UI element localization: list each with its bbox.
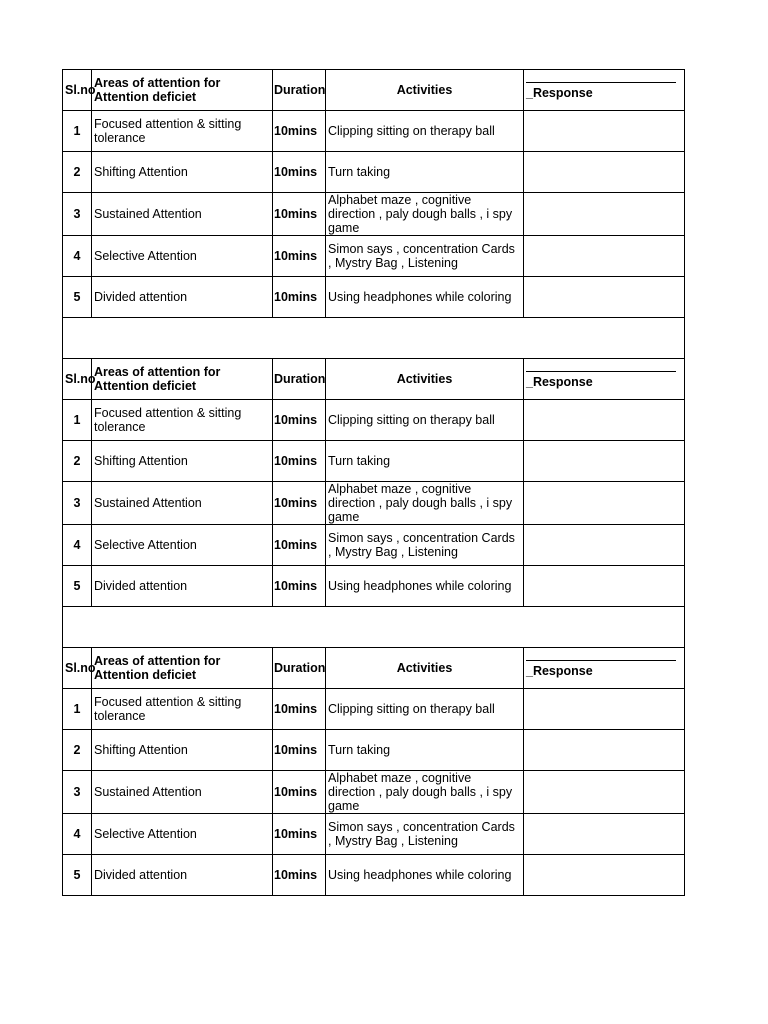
response-cell[interactable] — [524, 400, 685, 441]
row-number: 5 — [63, 855, 92, 896]
duration-value: 10mins — [273, 730, 326, 771]
header-activities: Activities — [326, 359, 524, 400]
response-blank-line — [526, 660, 676, 661]
table-row — [63, 566, 685, 607]
table-row — [63, 400, 685, 441]
table-row — [63, 152, 685, 193]
attention-area: Focused attention & sitting tolerance — [92, 111, 273, 152]
duration-value: 10mins — [273, 441, 326, 482]
table-row — [63, 236, 685, 277]
header-slno: Sl.no — [63, 359, 92, 400]
activity-text: Using headphones while coloring — [326, 855, 524, 896]
header-areas: Areas of attention for Attention deficiet — [92, 70, 273, 111]
response-label: _Response — [526, 375, 593, 389]
header-activities: Activities — [326, 648, 524, 689]
duration-value: 10mins — [273, 771, 326, 814]
header-areas: Areas of attention for Attention deficiet — [92, 359, 273, 400]
response-label: _Response — [526, 86, 593, 100]
attention-worksheet — [62, 69, 685, 896]
row-number: 3 — [63, 482, 92, 525]
response-cell[interactable] — [524, 689, 685, 730]
duration-value: 10mins — [273, 152, 326, 193]
header-duration: Duration — [273, 70, 326, 111]
response-label: _Response — [526, 664, 593, 678]
spacer-cell — [63, 318, 685, 359]
header-slno: Sl.no — [63, 648, 92, 689]
response-blank-line — [526, 82, 676, 83]
response-cell[interactable] — [524, 771, 685, 814]
table-row — [63, 689, 685, 730]
table-row — [63, 193, 685, 236]
attention-area: Selective Attention — [92, 814, 273, 855]
response-cell[interactable] — [524, 814, 685, 855]
response-cell[interactable] — [524, 277, 685, 318]
response-cell[interactable] — [524, 855, 685, 896]
header-areas: Areas of attention for Attention deficiet — [92, 648, 273, 689]
table-row — [63, 855, 685, 896]
activity-text: Using headphones while coloring — [326, 566, 524, 607]
activity-text: Simon says , concentration Cards , Mystry Bag , Listening — [326, 525, 524, 566]
activity-text: Turn taking — [326, 441, 524, 482]
response-cell[interactable] — [524, 111, 685, 152]
activity-text: Clipping sitting on therapy ball — [326, 400, 524, 441]
header-row — [63, 648, 685, 689]
activity-text: Alphabet maze , cognitive direction , paly dough balls , i spy game — [326, 193, 524, 236]
header-slno: Sl.no — [63, 70, 92, 111]
table-row — [63, 441, 685, 482]
attention-area: Divided attention — [92, 566, 273, 607]
header-response — [524, 70, 685, 111]
attention-area: Focused attention & sitting tolerance — [92, 689, 273, 730]
attention-area: Selective Attention — [92, 236, 273, 277]
duration-value: 10mins — [273, 111, 326, 152]
header-duration: Duration — [273, 648, 326, 689]
row-number: 1 — [63, 689, 92, 730]
duration-value: 10mins — [273, 193, 326, 236]
header-row — [63, 70, 685, 111]
attention-area: Sustained Attention — [92, 482, 273, 525]
row-number: 5 — [63, 277, 92, 318]
spacer-row — [63, 607, 685, 648]
row-number: 5 — [63, 566, 92, 607]
activity-text: Turn taking — [326, 730, 524, 771]
attention-area: Sustained Attention — [92, 193, 273, 236]
duration-value: 10mins — [273, 855, 326, 896]
activity-text: Alphabet maze , cognitive direction , paly dough balls , i spy game — [326, 482, 524, 525]
worksheet-table — [62, 69, 685, 896]
row-number: 4 — [63, 236, 92, 277]
table-row — [63, 730, 685, 771]
spacer-row — [63, 318, 685, 359]
response-cell[interactable] — [524, 730, 685, 771]
response-blank-line — [526, 371, 676, 372]
header-response — [524, 359, 685, 400]
duration-value: 10mins — [273, 236, 326, 277]
duration-value: 10mins — [273, 814, 326, 855]
row-number: 3 — [63, 193, 92, 236]
response-cell[interactable] — [524, 525, 685, 566]
header-activities: Activities — [326, 70, 524, 111]
attention-area: Shifting Attention — [92, 152, 273, 193]
table-row — [63, 525, 685, 566]
spacer-cell — [63, 607, 685, 648]
row-number: 1 — [63, 400, 92, 441]
activity-text: Simon says , concentration Cards , Mystry Bag , Listening — [326, 814, 524, 855]
row-number: 4 — [63, 525, 92, 566]
row-number: 3 — [63, 771, 92, 814]
header-duration: Duration — [273, 359, 326, 400]
activity-text: Clipping sitting on therapy ball — [326, 111, 524, 152]
attention-area: Sustained Attention — [92, 771, 273, 814]
row-number: 4 — [63, 814, 92, 855]
attention-area: Divided attention — [92, 277, 273, 318]
duration-value: 10mins — [273, 277, 326, 318]
duration-value: 10mins — [273, 400, 326, 441]
row-number: 2 — [63, 441, 92, 482]
table-row — [63, 814, 685, 855]
table-row — [63, 111, 685, 152]
activity-text: Alphabet maze , cognitive direction , paly dough balls , i spy game — [326, 771, 524, 814]
activity-text: Turn taking — [326, 152, 524, 193]
activity-text: Clipping sitting on therapy ball — [326, 689, 524, 730]
attention-area: Divided attention — [92, 855, 273, 896]
response-cell[interactable] — [524, 152, 685, 193]
table-row — [63, 482, 685, 525]
response-cell[interactable] — [524, 441, 685, 482]
table-row — [63, 277, 685, 318]
row-number: 2 — [63, 152, 92, 193]
header-response — [524, 648, 685, 689]
duration-value: 10mins — [273, 482, 326, 525]
duration-value: 10mins — [273, 689, 326, 730]
attention-area: Focused attention & sitting tolerance — [92, 400, 273, 441]
table-row — [63, 771, 685, 814]
activity-text: Using headphones while coloring — [326, 277, 524, 318]
row-number: 2 — [63, 730, 92, 771]
activity-text: Simon says , concentration Cards , Mystry Bag , Listening — [326, 236, 524, 277]
response-cell[interactable] — [524, 193, 685, 236]
duration-value: 10mins — [273, 566, 326, 607]
duration-value: 10mins — [273, 525, 326, 566]
attention-area: Selective Attention — [92, 525, 273, 566]
response-cell[interactable] — [524, 236, 685, 277]
response-cell[interactable] — [524, 566, 685, 607]
response-cell[interactable] — [524, 482, 685, 525]
attention-area: Shifting Attention — [92, 730, 273, 771]
row-number: 1 — [63, 111, 92, 152]
header-row — [63, 359, 685, 400]
attention-area: Shifting Attention — [92, 441, 273, 482]
